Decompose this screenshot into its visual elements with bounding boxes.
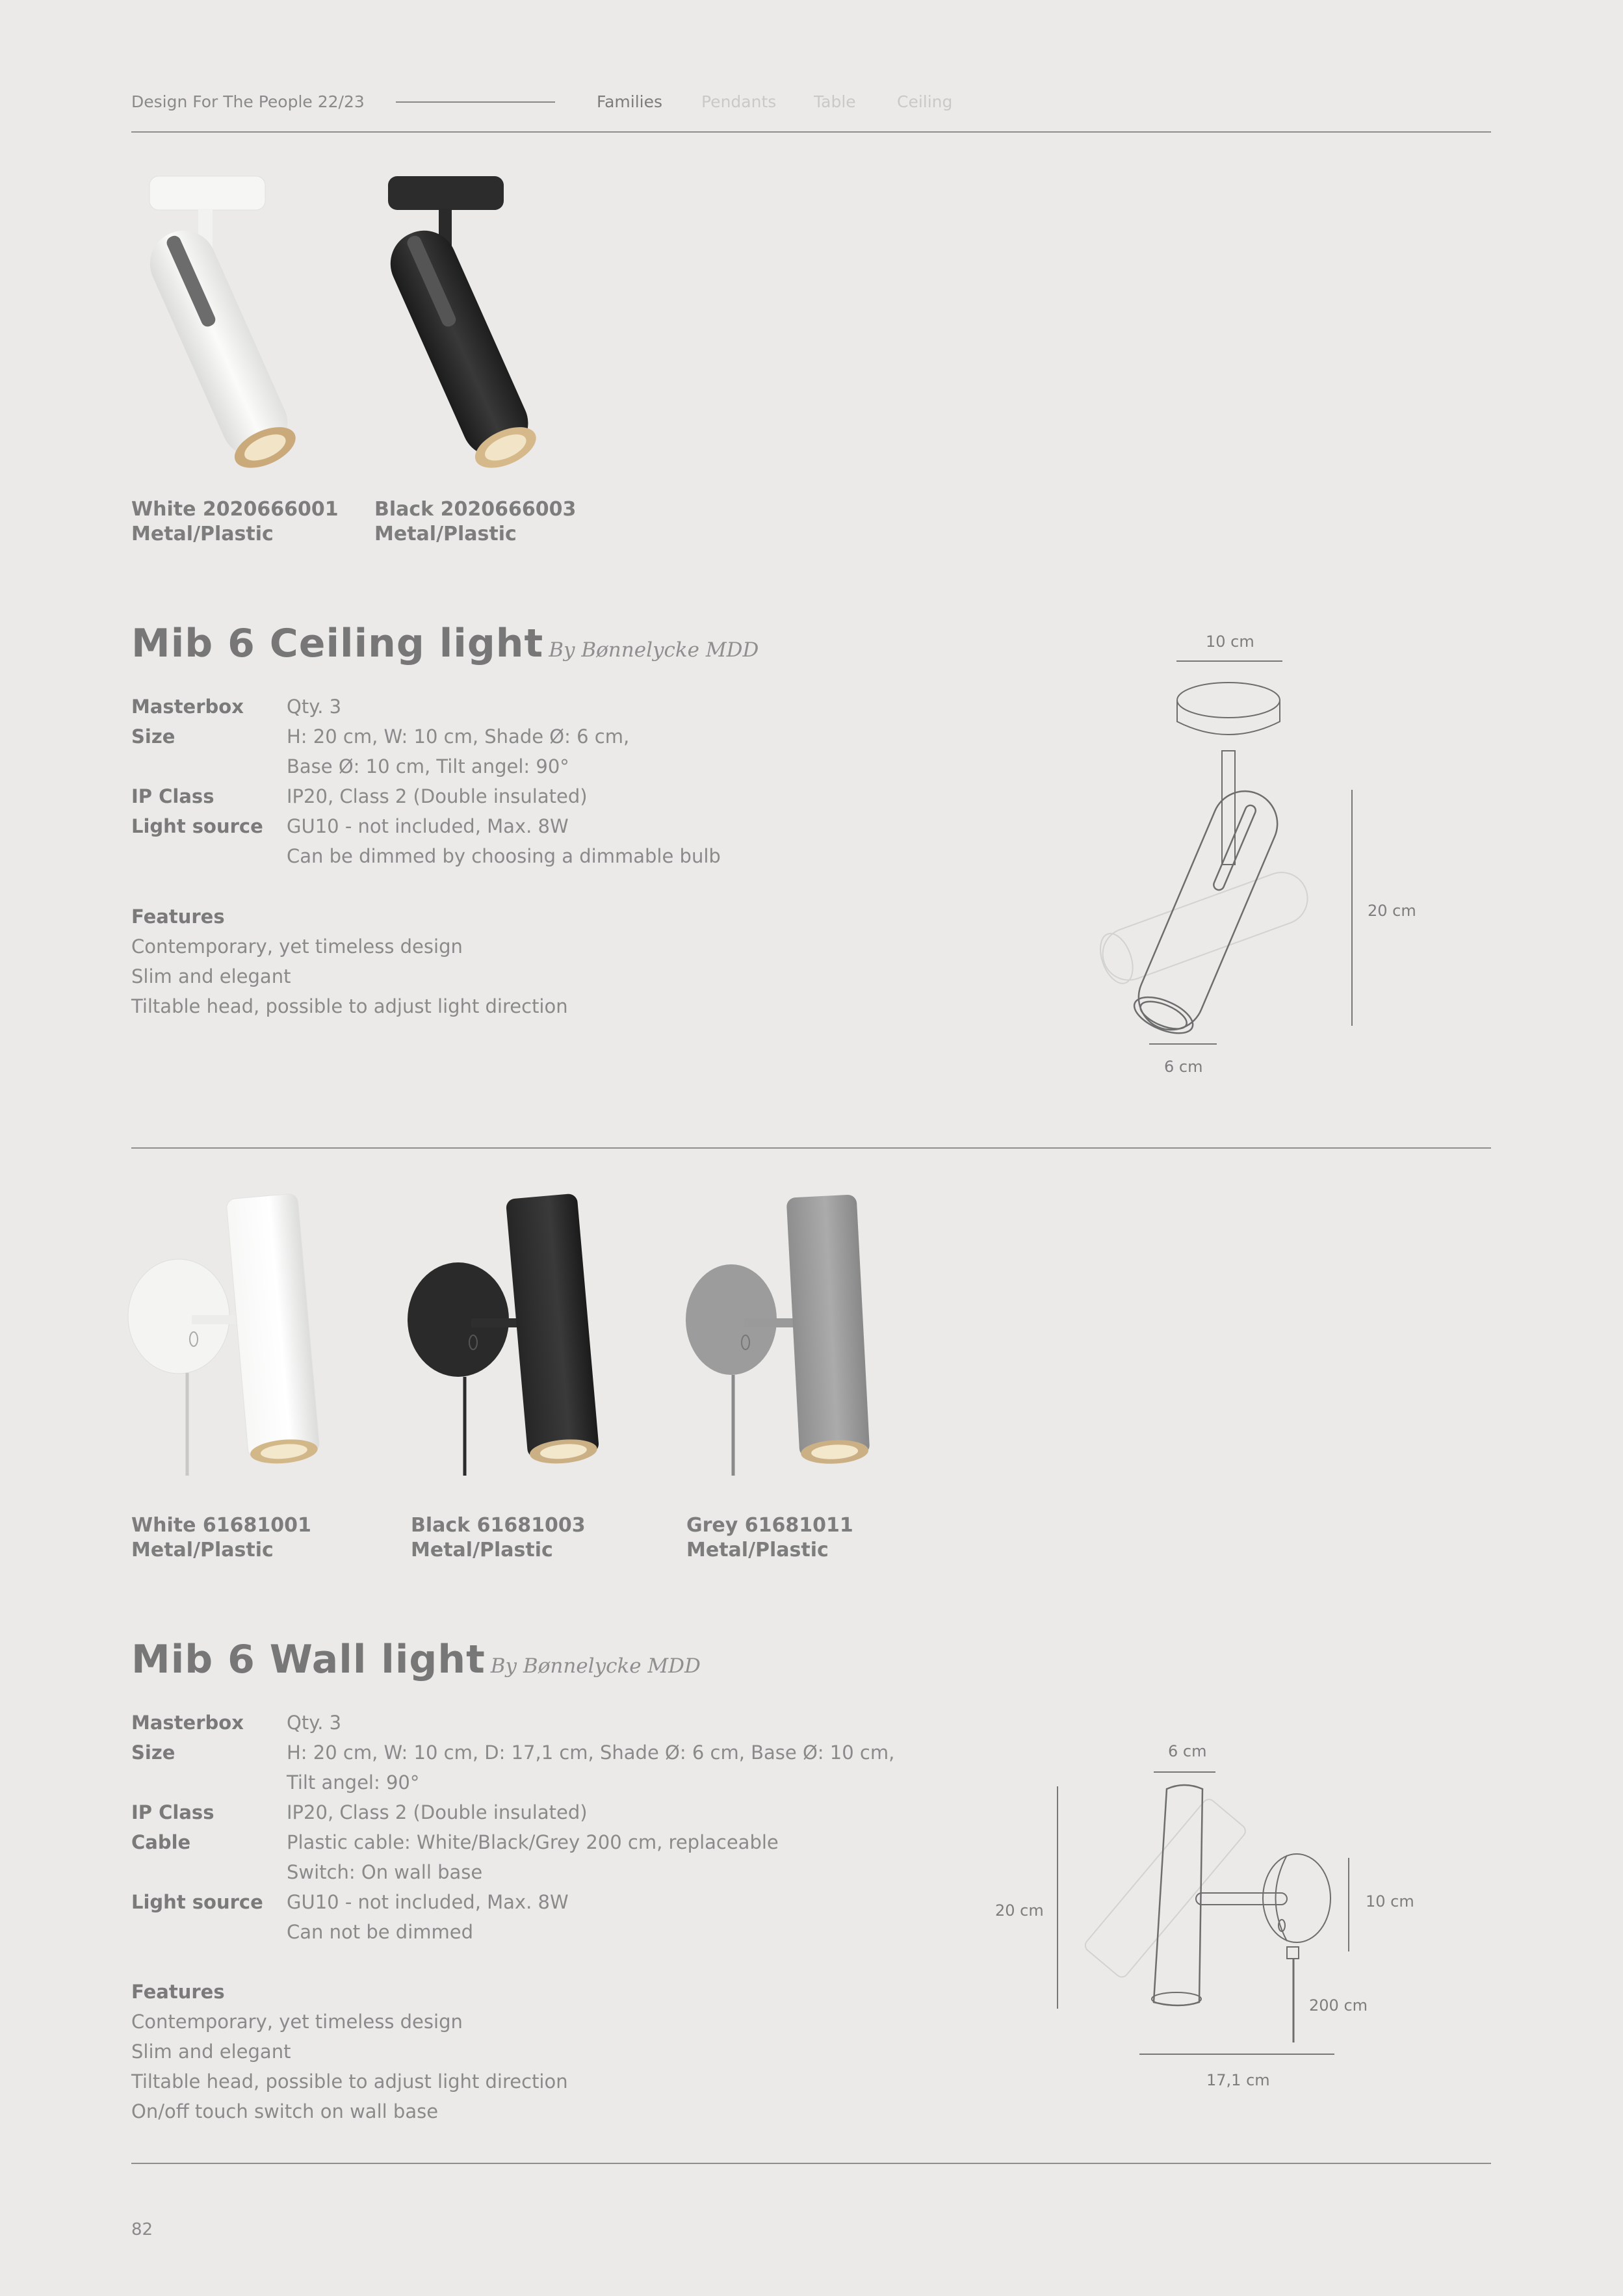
spec-value: Plastic cable: White/Black/Grey 200 cm, replaceable [287,1831,779,1853]
dim-depth: 17,1 cm [1206,2071,1270,2089]
spec-value: Tilt angel: 90° [287,1771,420,1794]
spec-value: IP20, Class 2 (Double insulated) [287,785,588,807]
wall-white-photo [127,1190,367,1482]
wall-variant-white [131,1513,311,1563]
wall-variant-black [411,1513,586,1563]
variant-name: Grey 61681011 [686,1514,853,1537]
page-number: 82 [131,2220,153,2239]
spec-value: Can be dimmed by choosing a dimmable bulb [287,845,721,867]
nav-ceiling[interactable]: Ceiling [897,92,953,111]
wall-black-photo [406,1190,647,1482]
spec-value: Qty. 3 [287,1712,342,1734]
spec-label: Light source [131,815,263,837]
wall-product-title [131,1637,701,1682]
spec-value: Base Ø: 10 cm, Tilt angel: 90° [287,755,569,777]
feature-item: Tiltable head, possible to adjust light direction [131,995,568,1017]
ceiling-spec-table [131,692,781,887]
header-divider [396,101,555,103]
spec-label: Masterbox [131,696,244,718]
variant-name: White 61681001 [131,1514,311,1537]
ceiling-features [131,902,568,1021]
spec-label: IP Class [131,1801,214,1823]
spec-value: IP20, Class 2 (Double insulated) [287,1801,588,1823]
nav-table[interactable]: Table [814,92,856,111]
variant-material: Metal/Plastic [411,1539,553,1561]
feature-item: Contemporary, yet timeless design [131,935,463,958]
ceiling-dimension-drawing [1066,624,1430,1079]
feature-item: Slim and elegant [131,2041,291,2063]
dim-height: 20 cm [995,1901,1044,1920]
nav-families[interactable]: Families [597,92,663,111]
variant-name: Black 61681003 [411,1514,586,1537]
features-heading: Features [131,1981,225,2003]
dim-cable: 200 cm [1309,1996,1368,2015]
nav-pendants[interactable]: Pendants [701,92,777,111]
catalog-title: Design For The People 22/23 [131,92,365,111]
feature-item: Contemporary, yet timeless design [131,2011,463,2033]
spec-label: Size [131,1742,175,1764]
features-heading: Features [131,906,225,928]
variant-material: Metal/Plastic [131,1539,274,1561]
footer-rule [131,2163,1491,2164]
wall-spec-table [131,1708,911,1948]
ceiling-variant-white [131,497,339,547]
dim-width: 10 cm [1206,633,1254,651]
variant-material: Metal/Plastic [374,523,517,545]
spec-label: Masterbox [131,1712,244,1734]
header-rule [131,131,1491,133]
product-name: Mib 6 Wall light [131,1637,486,1682]
ceiling-white-photo [127,166,296,471]
wall-variant-grey [686,1513,853,1563]
product-name: Mib 6 Ceiling light [131,621,544,666]
wall-features [131,1977,568,2126]
section-divider [131,1147,1491,1149]
ceiling-black-photo [367,166,536,471]
ceiling-variant-black [374,497,576,547]
dim-base: 10 cm [1366,1892,1414,1911]
wall-dimension-drawing [1040,1749,1404,2087]
spec-label: IP Class [131,785,214,807]
spec-value: Qty. 3 [287,696,342,718]
feature-item: Tiltable head, possible to adjust light direction [131,2070,568,2093]
spec-value: GU10 - not included, Max. 8W [287,1891,569,1913]
variant-name: Black 2020666003 [374,498,577,521]
spec-label: Light source [131,1891,263,1913]
spec-value: H: 20 cm, W: 10 cm, D: 17,1 cm, Shade Ø: 6 cm, Base Ø: 10 cm, [287,1742,895,1764]
designer-credit: By Bønnelycke MDD [549,638,759,662]
spec-value: H: 20 cm, W: 10 cm, Shade Ø: 6 cm, [287,725,630,748]
spec-value: GU10 - not included, Max. 8W [287,815,569,837]
variant-material: Metal/Plastic [686,1539,829,1561]
feature-item: On/off touch switch on wall base [131,2100,439,2122]
designer-credit: By Bønnelycke MDD [490,1654,701,1678]
variant-material: Metal/Plastic [131,523,274,545]
feature-item: Slim and elegant [131,965,291,987]
spec-label: Cable [131,1831,191,1853]
ceiling-product-title [131,621,759,666]
dim-height: 20 cm [1368,902,1416,920]
spec-value: Can not be dimmed [287,1921,474,1943]
dim-shade: 6 cm [1168,1742,1207,1760]
variant-name: White 2020666001 [131,498,339,521]
spec-label: Size [131,725,175,748]
spec-value: Switch: On wall base [287,1861,483,1883]
wall-grey-photo [682,1190,923,1482]
dim-shade: 6 cm [1164,1058,1203,1076]
